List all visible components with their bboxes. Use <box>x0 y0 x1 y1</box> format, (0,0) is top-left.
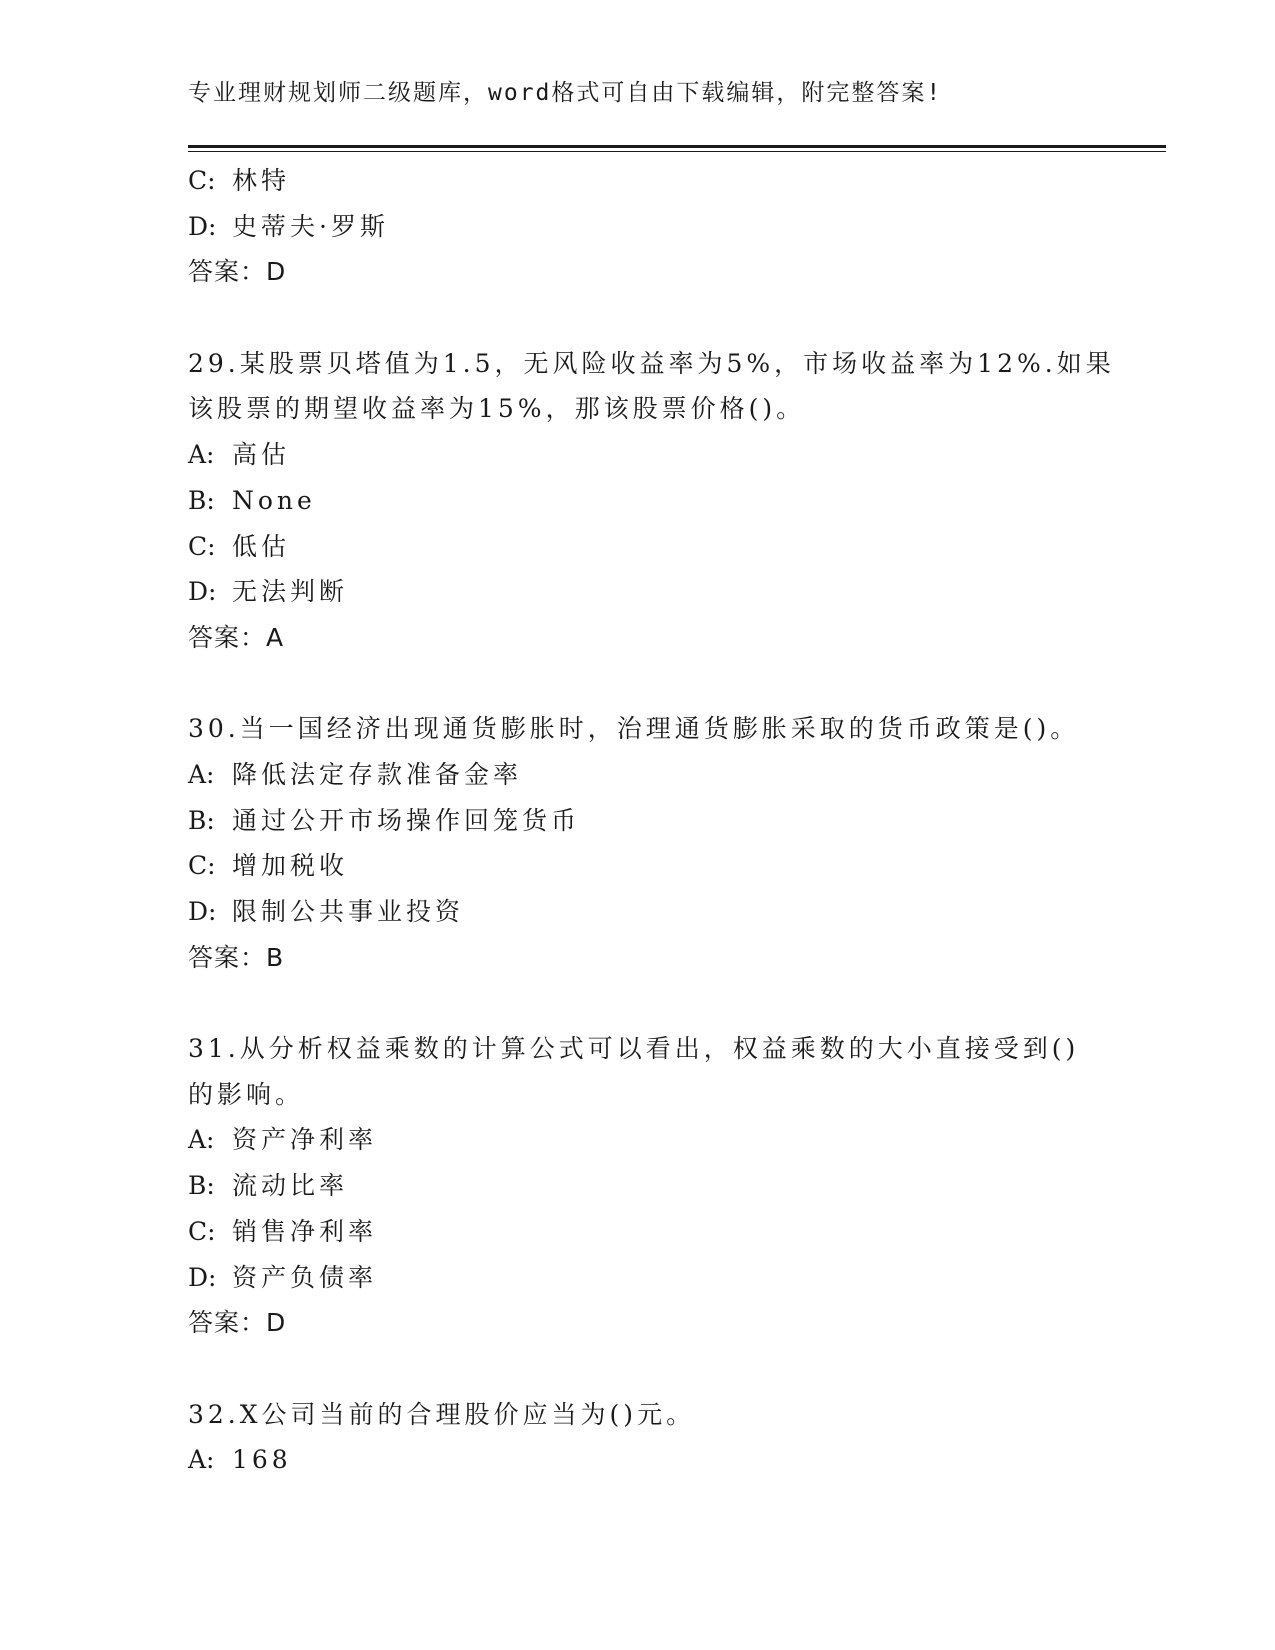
option-b: B: 流动比率 <box>188 1171 349 1201</box>
answer-line: 答案：A <box>188 622 285 652</box>
option-d: D: 无法判断 <box>188 577 349 607</box>
option-a: A: 168 <box>188 1445 292 1475</box>
option-d: D: 限制公共事业投资 <box>188 897 465 926</box>
option-c: C: 销售净利率 <box>188 1216 378 1246</box>
header-rule-thin <box>188 151 1166 152</box>
spacer <box>188 1346 1088 1392</box>
question-list <box>188 158 1115 1483</box>
spacer <box>188 295 1088 341</box>
answer-line: 答案：D <box>188 1308 287 1338</box>
header-rule-thick <box>188 145 1166 148</box>
option-d: D: 史蒂夫·罗斯 <box>188 211 389 241</box>
question-stem: 31.从分析权益乘数的计算公式可以看出，权益乘数的大小直接受到() <box>188 1034 1080 1064</box>
answer-line: 答案：B <box>188 942 285 972</box>
question-stem: 29.某股票贝塔值为1.5，无风险收益率为5%，市场收益率为12%.如果 <box>188 348 1115 378</box>
spacer <box>188 661 1088 707</box>
option-c: C: 低估 <box>188 531 291 561</box>
option-a: A: 降低法定存款准备金率 <box>188 759 523 789</box>
answer-line: 答案：D <box>188 257 287 287</box>
question-stem: 该股票的期望收益率为15%，那该股票价格()。 <box>188 394 806 424</box>
option-c: C: 林特 <box>188 166 291 195</box>
option-a: A: 资产净利率 <box>188 1125 378 1155</box>
option-b: B: 通过公开市场操作回笼货币 <box>188 805 581 835</box>
question-stem: 的影响。 <box>188 1079 305 1109</box>
option-a: A: 高估 <box>188 440 291 470</box>
option-d: D: 资产负债率 <box>188 1262 378 1292</box>
page-header: 专业理财规划师二级题库，word格式可自由下载编辑，附完整答案! <box>188 80 943 106</box>
option-c: C: 增加税收 <box>188 851 349 881</box>
question-stem: 30.当一国经济出现通货膨胀时，治理通货膨胀采取的货币政策是()。 <box>188 714 1080 744</box>
spacer <box>188 980 1088 1026</box>
option-b: B: None <box>188 485 316 515</box>
question-stem: 32.X公司当前的合理股价应当为()元。 <box>188 1399 696 1429</box>
